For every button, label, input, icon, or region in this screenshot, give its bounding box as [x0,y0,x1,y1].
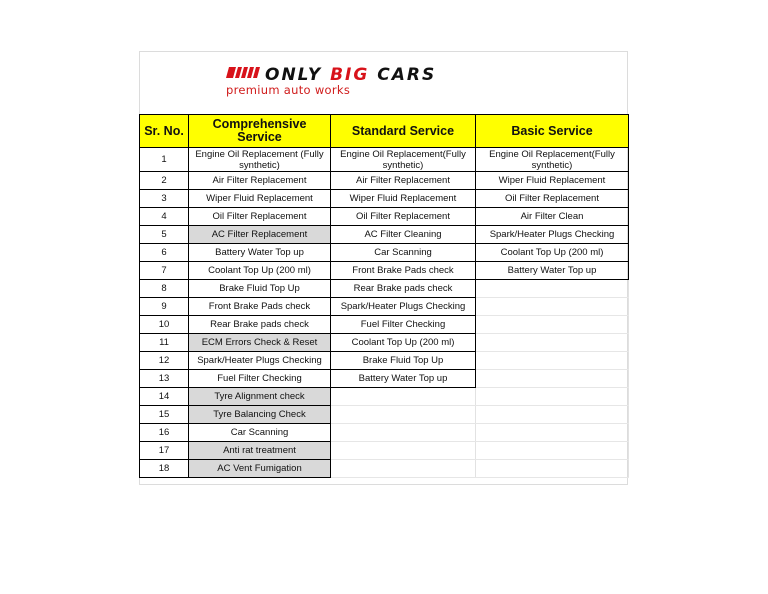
cell-comprehensive: Oil Filter Replacement [189,208,331,226]
cell-comprehensive: Air Filter Replacement [189,172,331,190]
table-row [140,298,629,316]
cell-comprehensive: Anti rat treatment [189,442,331,460]
cell-basic [476,442,629,460]
cell-basic: Coolant Top Up (200 ml) [476,244,629,262]
table-row [140,316,629,334]
cell-basic [476,388,629,406]
cell-standard: Brake Fluid Top Up [331,352,476,370]
cell-basic [476,406,629,424]
cell-comprehensive: Rear Brake pads check [189,316,331,334]
cell-sr: 8 [140,280,189,298]
cell-sr: 6 [140,244,189,262]
cell-comprehensive: Front Brake Pads check [189,298,331,316]
only-big-cars-logo [225,64,495,108]
cell-basic: Spark/Heater Plugs Checking [476,226,629,244]
header-comprehensive-service: Comprehensive Service [189,115,331,148]
cell-standard: Engine Oil Replacement(Fully synthetic) [331,148,476,172]
cell-sr: 7 [140,262,189,280]
cell-basic [476,334,629,352]
cell-comprehensive: Fuel Filter Checking [189,370,331,388]
cell-comprehensive: ECM Errors Check & Reset [189,334,331,352]
cell-standard: Coolant Top Up (200 ml) [331,334,476,352]
cell-standard: Fuel Filter Checking [331,316,476,334]
cell-comprehensive: AC Filter Replacement [189,226,331,244]
table-row [140,148,629,172]
cell-comprehensive: Wiper Fluid Replacement [189,190,331,208]
cell-sr: 18 [140,460,189,478]
cell-standard [331,406,476,424]
table-row [140,226,629,244]
brand-word-cars: CARS [369,65,437,85]
table-row [140,388,629,406]
cell-basic: Air Filter Clean [476,208,629,226]
cell-basic [476,424,629,442]
table-row [140,262,629,280]
cell-sr: 13 [140,370,189,388]
table-row [140,442,629,460]
cell-comprehensive: Spark/Heater Plugs Checking [189,352,331,370]
service-comparison-table [139,114,629,478]
cell-sr: 17 [140,442,189,460]
cell-standard: Wiper Fluid Replacement [331,190,476,208]
cell-standard: AC Filter Cleaning [331,226,476,244]
cell-comprehensive: Engine Oil Replacement (Fully synthetic) [189,148,331,172]
header-basic-service: Basic Service [476,115,629,148]
speed-stripes-icon [225,64,265,80]
cell-basic [476,280,629,298]
cell-sr: 3 [140,190,189,208]
cell-basic: Oil Filter Replacement [476,190,629,208]
header-standard-service: Standard Service [331,115,476,148]
cell-standard: Rear Brake pads check [331,280,476,298]
table-row [140,190,629,208]
cell-comprehensive: Coolant Top Up (200 ml) [189,262,331,280]
table-row [140,208,629,226]
cell-standard [331,388,476,406]
table-row [140,460,629,478]
cell-basic: Battery Water Top up [476,262,629,280]
cell-comprehensive: AC Vent Fumigation [189,460,331,478]
table-row [140,370,629,388]
table-body [140,148,629,478]
cell-sr: 15 [140,406,189,424]
table-row [140,406,629,424]
cell-standard: Battery Water Top up [331,370,476,388]
cell-standard: Oil Filter Replacement [331,208,476,226]
table-row [140,280,629,298]
cell-sr: 11 [140,334,189,352]
brand-word-big: BIG [330,65,370,85]
brand-name [265,65,436,85]
cell-sr: 1 [140,148,189,172]
table-row [140,424,629,442]
table-row [140,334,629,352]
cell-basic: Engine Oil Replacement(Fully synthetic) [476,148,629,172]
cell-comprehensive: Battery Water Top up [189,244,331,262]
cell-standard: Spark/Heater Plugs Checking [331,298,476,316]
cell-standard [331,424,476,442]
table-row [140,352,629,370]
cell-sr: 16 [140,424,189,442]
header-sr-no: Sr. No. [140,115,189,148]
cell-standard: Car Scanning [331,244,476,262]
cell-sr: 14 [140,388,189,406]
cell-standard: Front Brake Pads check [331,262,476,280]
brand-tagline: premium auto works [226,83,351,97]
cell-sr: 5 [140,226,189,244]
cell-basic [476,370,629,388]
cell-comprehensive: Tyre Balancing Check [189,406,331,424]
table-row [140,244,629,262]
cell-standard [331,460,476,478]
cell-sr: 10 [140,316,189,334]
cell-basic: Wiper Fluid Replacement [476,172,629,190]
cell-sr: 4 [140,208,189,226]
table-row [140,172,629,190]
cell-standard: Air Filter Replacement [331,172,476,190]
cell-standard [331,442,476,460]
cell-sr: 2 [140,172,189,190]
cell-comprehensive: Brake Fluid Top Up [189,280,331,298]
cell-basic [476,460,629,478]
brand-word-only: ONLY [265,65,331,85]
table-header-row [140,115,629,148]
cell-sr: 9 [140,298,189,316]
cell-basic [476,298,629,316]
cell-sr: 12 [140,352,189,370]
cell-basic [476,352,629,370]
cell-comprehensive: Car Scanning [189,424,331,442]
cell-comprehensive: Tyre Alignment check [189,388,331,406]
cell-basic [476,316,629,334]
